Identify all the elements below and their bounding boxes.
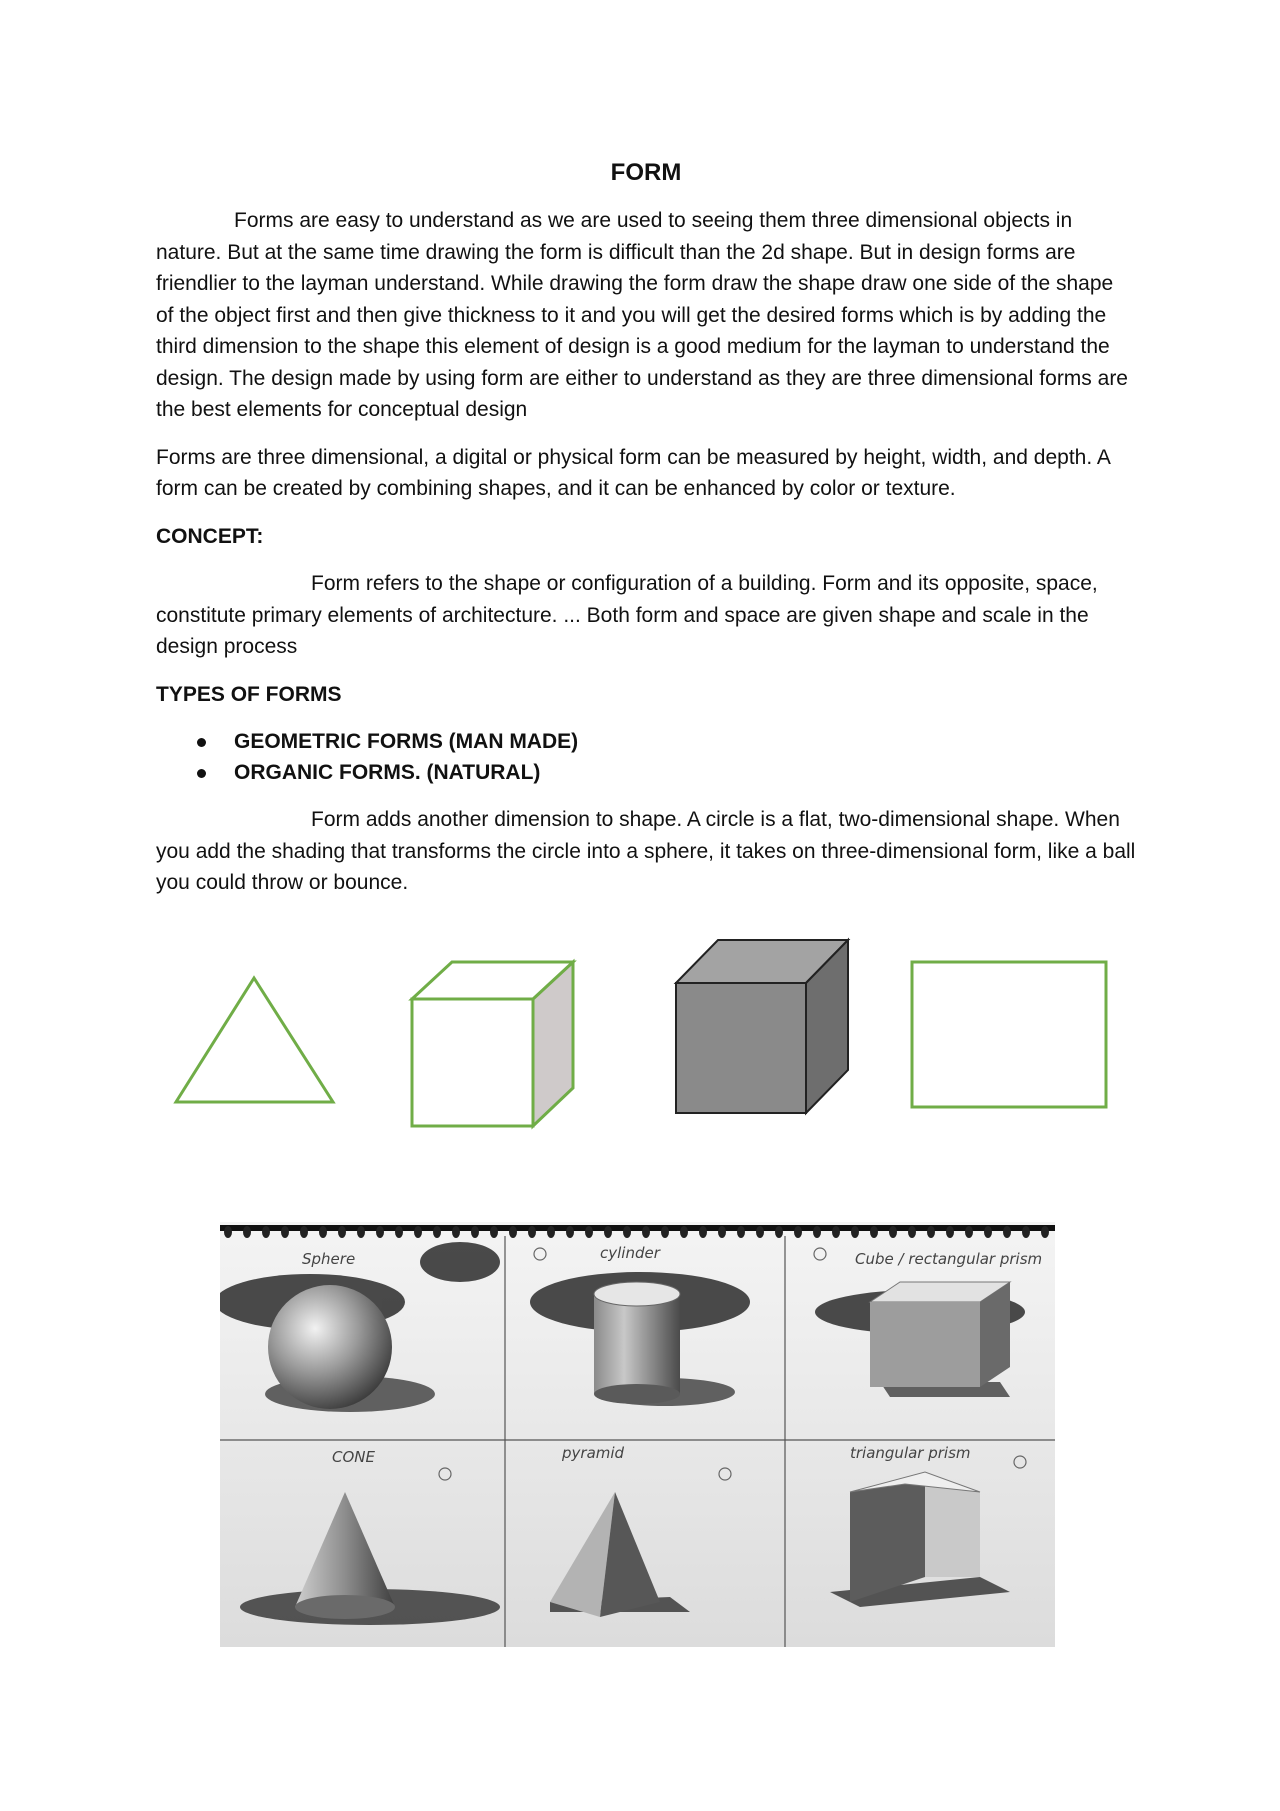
cube-drawing bbox=[870, 1282, 1010, 1397]
spiral-ring bbox=[452, 1226, 460, 1238]
list-item-label: GEOMETRIC FORMS (MAN MADE) bbox=[234, 730, 579, 753]
solid-cube-shape bbox=[676, 940, 848, 1113]
spiral-ring bbox=[927, 1226, 935, 1238]
spiral-ring bbox=[547, 1226, 555, 1238]
spiral-ring bbox=[680, 1226, 688, 1238]
spiral-ring bbox=[661, 1226, 669, 1238]
spiral-ring bbox=[490, 1226, 498, 1238]
spiral-ring bbox=[1022, 1226, 1030, 1238]
types-list bbox=[156, 726, 1136, 788]
list-item-label: ORGANIC FORMS. (NATURAL) bbox=[234, 761, 541, 784]
spiral-ring bbox=[357, 1226, 365, 1238]
spiral-ring bbox=[623, 1226, 631, 1238]
spiral-ring bbox=[585, 1226, 593, 1238]
spiral-ring bbox=[509, 1226, 517, 1238]
spiral-ring bbox=[433, 1226, 441, 1238]
spiral-ring bbox=[851, 1226, 859, 1238]
sketch-label-triangular-prism: triangular prism bbox=[850, 1444, 971, 1462]
spiral-ring bbox=[604, 1226, 612, 1238]
spiral-ring bbox=[813, 1226, 821, 1238]
spiral-ring bbox=[243, 1226, 251, 1238]
spiral-ring bbox=[471, 1226, 479, 1238]
spiral-ring bbox=[395, 1226, 403, 1238]
spiral-ring bbox=[775, 1226, 783, 1238]
spiral-ring bbox=[319, 1226, 327, 1238]
concept-paragraph: Form refers to the shape or configuration of a building. Form and its opposite, space, constitute primary elements of architecture. ... Both form and space are given shape and scale in the design process bbox=[156, 572, 1098, 658]
spiral-ring bbox=[889, 1226, 897, 1238]
spiral-ring bbox=[414, 1226, 422, 1238]
spiral-ring bbox=[718, 1226, 726, 1238]
sketch-label-pyramid: pyramid bbox=[562, 1444, 625, 1462]
spiral-ring bbox=[1041, 1226, 1049, 1238]
shapes-figure bbox=[0, 930, 1280, 1130]
spiral-ring bbox=[262, 1226, 270, 1238]
spiral-ring bbox=[737, 1226, 745, 1238]
spiral-ring bbox=[699, 1226, 707, 1238]
types-heading: TYPES OF FORMS bbox=[156, 682, 342, 706]
spiral-ring bbox=[908, 1226, 916, 1238]
bullet-icon bbox=[197, 738, 206, 747]
sketch-label-sphere: Sphere bbox=[302, 1250, 356, 1268]
spiral-ring bbox=[794, 1226, 802, 1238]
spiral-ring bbox=[300, 1226, 308, 1238]
spiral-ring bbox=[642, 1226, 650, 1238]
spiral-ring bbox=[376, 1226, 384, 1238]
intro-paragraph: Forms are easy to understand as we are used to seeing them three dimensional objects in nature. But at the same time drawing the form is difficult than the 2d shape. But in design forms are friendlier to the layman understand. While drawing the form draw the shape draw one side of the shape of the object first and then give thickness to it and you will get the desired forms which is by adding the third dimension to the shape this element of design is a good medium for the layman to understand the design. The design made by using form are either to understand as they are three dimensional forms are the best elements for conceptual design bbox=[156, 209, 1128, 421]
rectangle-shape bbox=[912, 962, 1106, 1107]
sketch-label-cylinder: cylinder bbox=[600, 1244, 660, 1262]
spiral-ring bbox=[566, 1226, 574, 1238]
spiral-ring bbox=[756, 1226, 764, 1238]
spiral-ring bbox=[946, 1226, 954, 1238]
outline-cube-shape bbox=[412, 962, 573, 1126]
spiral-ring bbox=[338, 1226, 346, 1238]
spiral-ring bbox=[1003, 1226, 1011, 1238]
spiral-ring bbox=[870, 1226, 878, 1238]
bullet-icon bbox=[197, 769, 206, 778]
sketch-label-cube: Cube / rectangular prism bbox=[855, 1250, 1043, 1268]
sketch-label-cone: CONE bbox=[332, 1448, 375, 1466]
page-title: FORM bbox=[610, 159, 682, 186]
sketch-illustration bbox=[220, 1222, 1055, 1647]
concept-heading: CONCEPT: bbox=[156, 524, 264, 548]
definition-paragraph: Forms are three dimensional, a digital or physical form can be measured by height, width, and depth. A form can be created by combining shapes, and it can be enhanced by color or texture. bbox=[156, 445, 1110, 500]
list-item bbox=[156, 726, 1136, 757]
closing-paragraph: Form adds another dimension to shape. A circle is a flat, two-dimensional shape. When you add the shading that transforms the circle into a sphere, it takes on three-dimensional form, like a ball you could throw or bounce. bbox=[156, 808, 1136, 894]
triangle-shape bbox=[176, 978, 333, 1102]
spiral-ring bbox=[281, 1226, 289, 1238]
spiral-ring bbox=[528, 1226, 536, 1238]
list-item bbox=[156, 757, 1136, 788]
document-body bbox=[156, 155, 1136, 915]
spiral-ring bbox=[832, 1226, 840, 1238]
spiral-ring bbox=[984, 1226, 992, 1238]
spiral-ring bbox=[224, 1226, 232, 1238]
spiral-ring bbox=[965, 1226, 973, 1238]
